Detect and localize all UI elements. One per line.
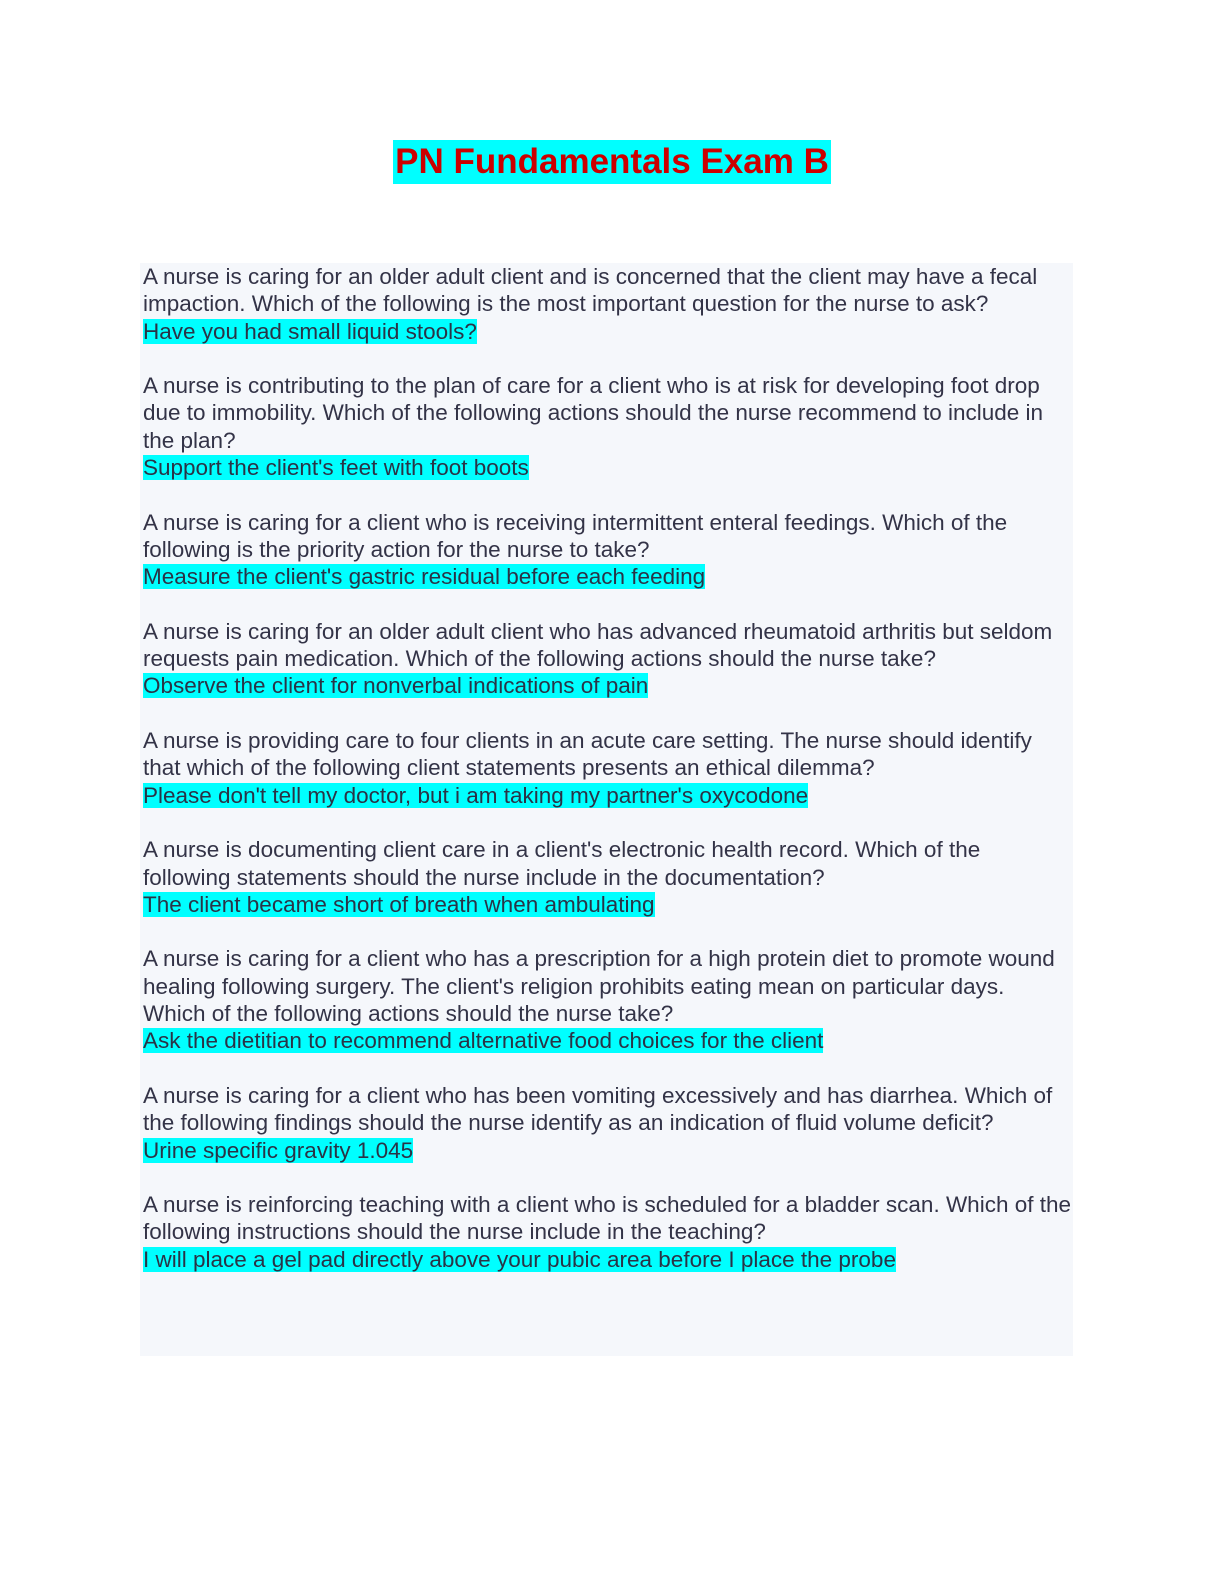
- page-title: PN Fundamentals Exam B: [393, 140, 831, 184]
- answer-text: I will place a gel pad directly above your pubic area before I place the probe: [143, 1246, 896, 1272]
- question-text: A nurse is caring for an older adult client who has advanced rheumatoid arthritis but seldom requests pain medication. Which of the following actions should the nurse take?: [143, 618, 1053, 672]
- question-text: A nurse is documenting client care in a client's electronic health record. Which of the following statements should the nurse include in the documentation?: [143, 837, 981, 890]
- answer-text: Support the client's feet with foot boots: [143, 455, 529, 481]
- question-text: A nurse is caring for a client who has been vomiting excessively and has diarrhea. Which of the following findings should the nurse identify as an indication of fluid volume deficit?: [143, 1082, 1053, 1136]
- question-text: A nurse is caring for a client who is receiving intermittent enteral feedings. Which of the following is the priority action for the nurse to take?: [143, 509, 1008, 562]
- answer-text: Have you had small liquid stools?: [143, 318, 477, 344]
- qa-item: [143, 509, 1073, 591]
- qa-item: [143, 263, 1073, 345]
- question-text: A nurse is caring for an older adult client and is concerned that the client may have a fecal impaction. Which of the following is the most important question for the nurse to ask?: [143, 264, 1038, 317]
- question-text: A nurse is providing care to four clients in an acute care setting. The nurse should identify that which of the following client statements presents an ethical dilemma?: [143, 728, 1032, 781]
- qa-item: [143, 945, 1073, 1054]
- answer-text: Observe the client for nonverbal indications of pain: [143, 673, 649, 699]
- question-text: A nurse is reinforcing teaching with a client who is scheduled for a bladder scan. Which of the following instructions should the nurse include in the teaching?: [143, 1192, 1072, 1245]
- question-text: A nurse is contributing to the plan of care for a client who is at risk for developing foot drop due to immobility. Which of the following actions should the nurse recommend to include in the plan?: [143, 373, 1044, 453]
- answer-text: Please don't tell my doctor, but i am taking my partner's oxycodone: [143, 782, 809, 808]
- answer-text: Measure the client's gastric residual before each feeding: [143, 564, 706, 590]
- qa-item: [143, 836, 1073, 918]
- exam-content: [140, 263, 1073, 1356]
- qa-item: [143, 1191, 1073, 1273]
- qa-item: [143, 618, 1073, 700]
- qa-item: [143, 727, 1073, 809]
- qa-item: [143, 1082, 1073, 1164]
- qa-item: [143, 372, 1073, 481]
- title-container: [0, 140, 1224, 184]
- question-text: A nurse is caring for a client who has a prescription for a high protein diet to promote wound healing following surgery. The client's religion prohibits eating mean on particular days. Which of the following actions should the nurse take?: [143, 946, 1055, 1027]
- answer-text: Urine specific gravity 1.045: [143, 1137, 414, 1163]
- answer-text: Ask the dietitian to recommend alternative food choices for the client: [143, 1028, 824, 1054]
- answer-text: The client became short of breath when ambulating: [143, 891, 655, 917]
